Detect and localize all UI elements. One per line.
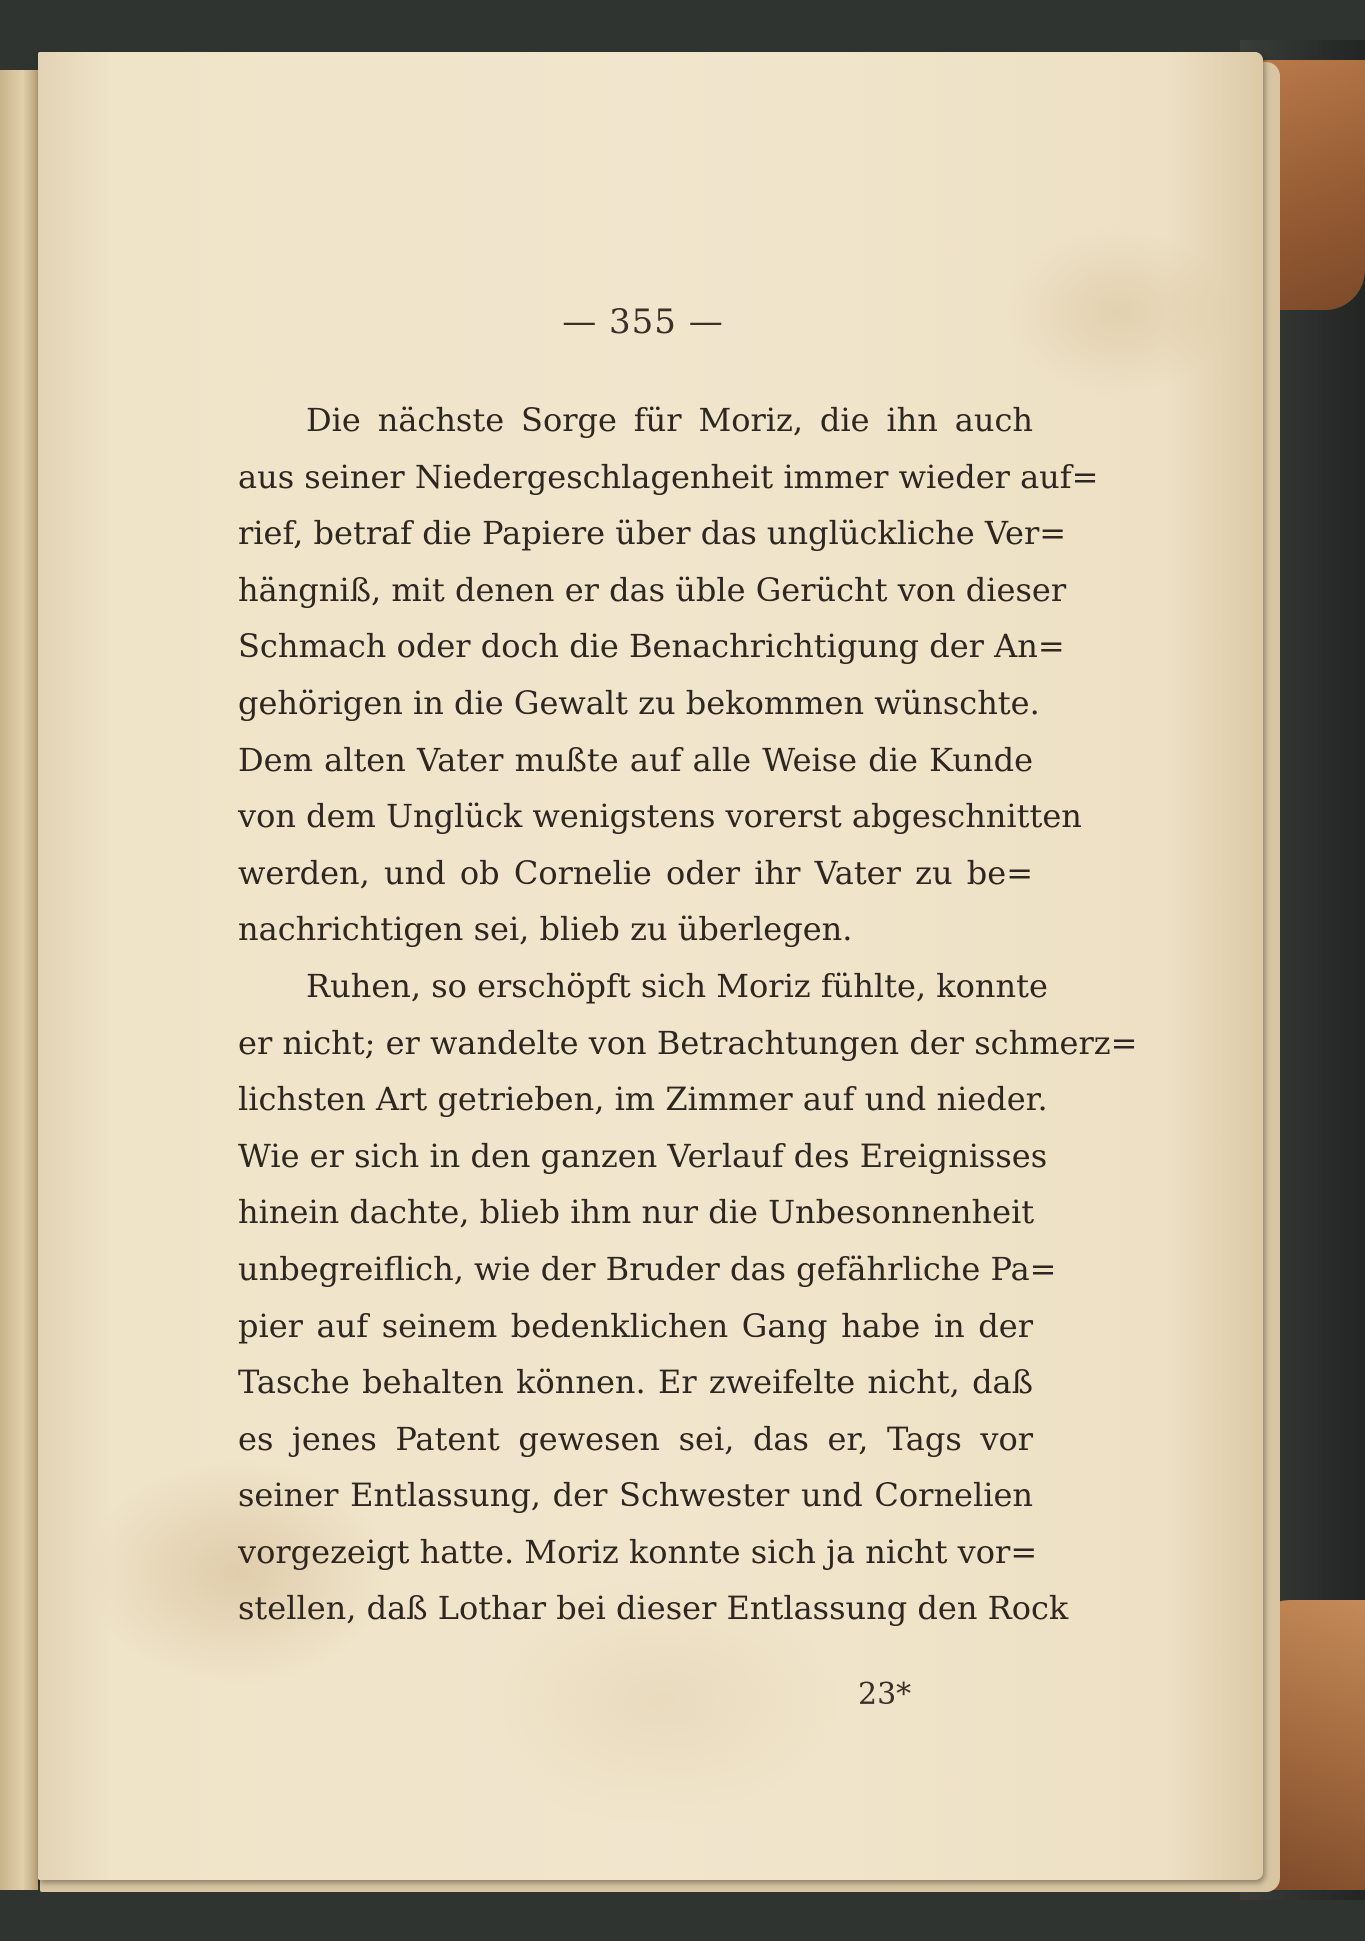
text-line: nachrichtigen sei, blieb zu überlegen. <box>238 910 853 949</box>
text-line: von dem Unglück wenigstens vorerst abgeschnitten <box>238 797 1082 836</box>
signature-mark: 23* <box>858 1677 912 1712</box>
text-line: hinein dachte, blieb ihm nur die Unbesonnenheit <box>238 1193 1035 1232</box>
text-line: pier auf seinem bedenklichen Gang habe in der <box>238 1306 1033 1345</box>
text-line: Dem alten Vater mußte auf alle Weise die Kunde <box>238 740 1033 779</box>
text-line: werden, und ob Cornelie oder ihr Vater zu be= <box>238 853 1033 892</box>
text-line: Ruhen, so erschöpft sich Moriz fühlte, konnte <box>306 966 1048 1005</box>
text-line: Tasche behalten können. Er zweifelte nicht, daß <box>238 1363 1033 1402</box>
page-number: — 355 — <box>562 302 724 342</box>
text-line: es jenes Patent gewesen sei, das er, Tags vor <box>238 1419 1033 1458</box>
text-line: Die nächste Sorge für Moriz, die ihn auch <box>306 401 1033 439</box>
text-line: lichsten Art getrieben, im Zimmer auf und nieder. <box>238 1080 1048 1119</box>
text-line: seiner Entlassung, der Schwester und Cornelien <box>238 1476 1033 1515</box>
text-line: gehörigen in die Gewalt zu bekommen wünschte. <box>238 683 1040 722</box>
text-line: Wie er sich in den ganzen Verlauf des Ereignisses <box>238 1136 1048 1175</box>
text-line: Schmach oder doch die Benachrichtigung der An= <box>238 627 1065 666</box>
text-line: aus seiner Niedergeschlagenheit immer wieder auf= <box>238 457 1099 496</box>
text-line: vorgezeigt hatte. Moriz konnte sich ja nicht vor= <box>238 1532 1038 1571</box>
text-line: er nicht; er wandelte von Betrachtungen der schmerz= <box>238 1023 1138 1062</box>
book-page <box>38 52 1263 1880</box>
text-line: stellen, daß Lothar bei dieser Entlassung den Rock <box>238 1589 1069 1628</box>
text-line: unbegreiflich, wie der Bruder das gefährliche Pa= <box>238 1249 1057 1288</box>
text-line: rief, betraf die Papiere über das unglückliche Ver= <box>238 514 1067 553</box>
text-line: hängniß, mit denen er das üble Gerücht von dieser <box>238 570 1067 609</box>
left-page-edge <box>0 70 38 1890</box>
body-text <box>238 392 1138 1637</box>
